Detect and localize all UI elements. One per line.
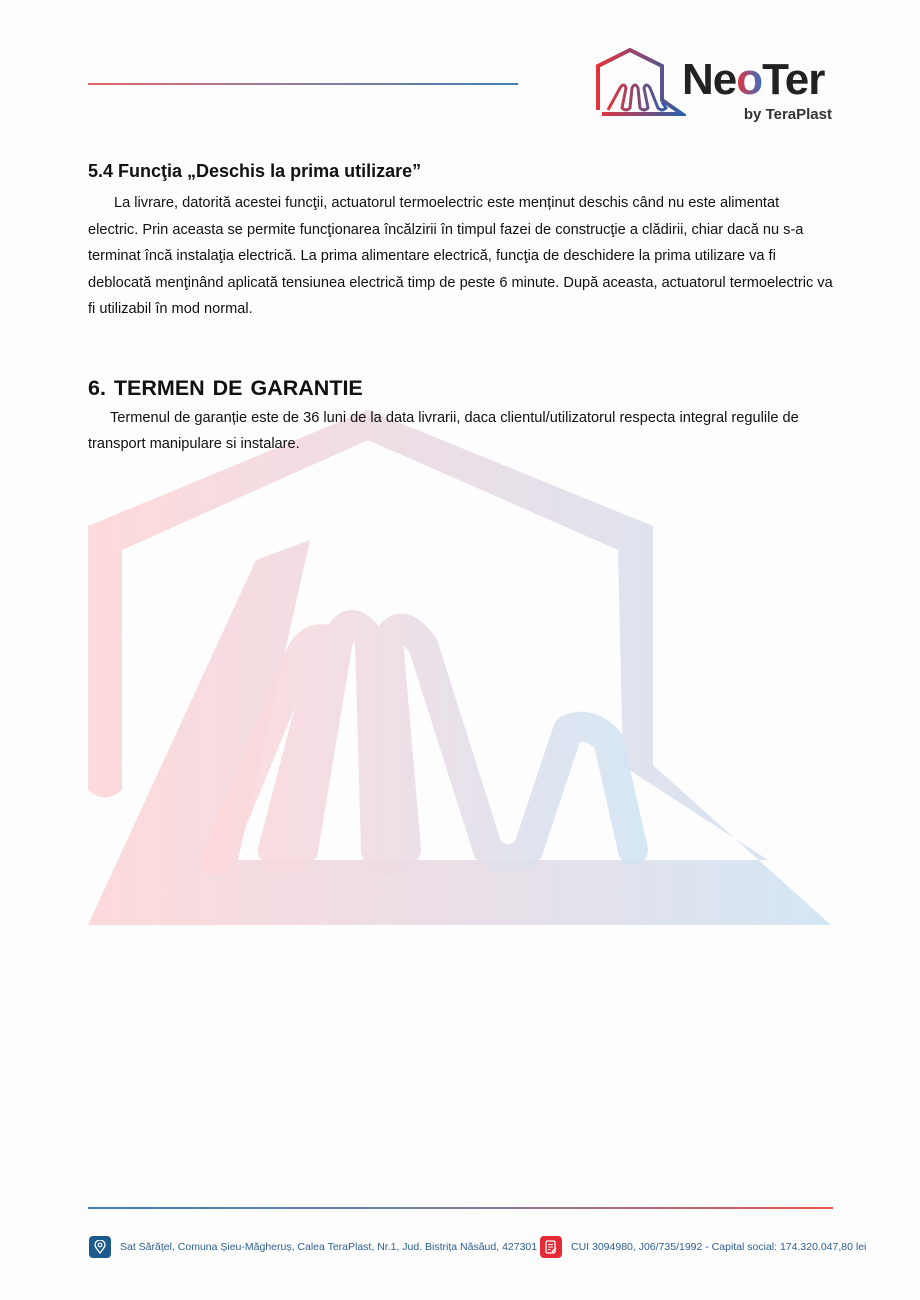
document-body <box>88 158 833 458</box>
footer-address-text: Sat Sărățel, Comuna Șieu-Măgheruș, Calea TeraPlast, Nr.1, Jud. Bistrița Năsăud, 427301 <box>120 1241 538 1253</box>
section-5-4-title: 5.4 Funcţia „Deschis la prima utilizare” <box>88 161 422 181</box>
footer-registration <box>540 1236 866 1258</box>
header-divider <box>88 83 518 85</box>
section-6-title: 6. TERMEN DE GARANTIE <box>88 375 363 400</box>
document-edit-icon <box>540 1236 562 1258</box>
logo-wordmark: NeoTer <box>682 55 825 104</box>
section-6-body: Termenul de garanție este de 36 luni de la data livrarii, daca clientul/utilizatorul respecta integral regulile de transport manipulare si instalare. <box>88 409 799 452</box>
logo-tagline: by TeraPlast <box>743 106 832 123</box>
house-heating-icon <box>594 48 686 118</box>
footer-address <box>89 1236 537 1258</box>
neoter-logo <box>594 48 836 128</box>
watermark-house-icon <box>88 410 833 930</box>
footer-divider <box>88 1207 833 1209</box>
section-5-4-body: La livrare, datorită acestei funcţii, actuatorul termoelectric este menținut deschis când nu este alimentat electric. Prin aceasta se permite funcţionarea încălzirii în timpul fazei de construcţie a clădirii, chiar dacă nu s-a terminat încă instalaţia electrică. La prima alimentare electrică, funcţia de deschidere la prima utilizare va fi deblocată menţinând aplicată tensiunea electrică timp de peste 6 minute. După aceasta, actuatorul termoelectric va fi utilizabil în mod normal. <box>88 195 833 317</box>
footer-registration-text: CUI 3094980, J06/735/1992 - Capital social: 174.320.047,80 lei <box>571 1241 867 1253</box>
location-pin-icon <box>89 1236 111 1258</box>
